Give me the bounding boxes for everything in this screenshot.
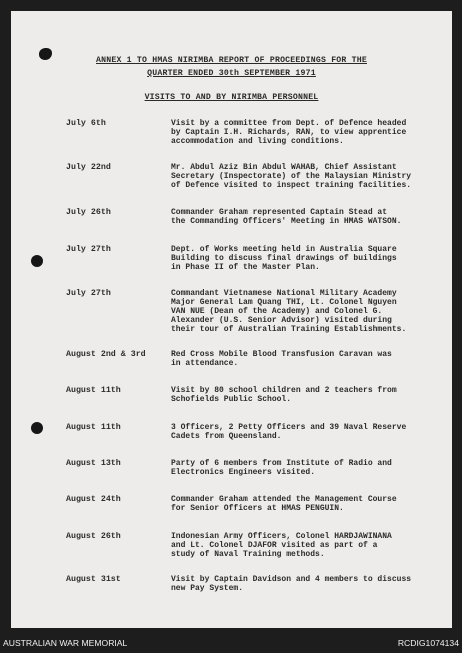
visit-description-line: in attendance. [171, 359, 239, 369]
document-page [11, 11, 452, 628]
visit-date: August 11th [66, 423, 121, 432]
visit-description-line: their tour of Australian Training Establishments. [171, 325, 407, 335]
visit-description [171, 350, 447, 368]
visit-description-line: Alexander (U.S. Senior Advisor) visited during [171, 316, 392, 326]
footer-source: AUSTRALIAN WAR MEMORIAL [3, 638, 128, 648]
visit-date: August 13th [66, 459, 121, 468]
visit-description [171, 289, 447, 334]
visit-date: July 26th [66, 208, 111, 217]
visit-description-line: Cadets from Queensland. [171, 432, 282, 442]
annex-header-line-1: ANNEX 1 TO HMAS NIRIMBA REPORT OF PROCEEDINGS FOR THE [95, 56, 367, 65]
visit-description-line: Visit by a committee from Dept. of Defence headed [171, 119, 407, 128]
visit-description-line: for Senior Officers at HMAS PENGUIN. [171, 504, 344, 514]
visit-description [171, 532, 447, 559]
visit-description-line: Major General Lam Quang THI, Lt. Colonel Nguyen [171, 298, 397, 308]
visit-description-line: by Captain I.H. Richards, RAN, to view apprentice [171, 128, 407, 138]
annex-header-line-2: QUARTER ENDED 30th SEPTEMBER 1971 [147, 69, 316, 78]
visit-description [171, 208, 447, 226]
visit-description-line: Red Cross Mobile Blood Transfusion Caravan was [171, 350, 392, 359]
visit-description [171, 386, 447, 404]
visit-description-line: Building to discuss final drawings of buildings [171, 254, 397, 264]
visit-description [171, 245, 447, 272]
visit-description [171, 495, 447, 513]
visit-description [171, 119, 447, 146]
visit-date: July 6th [66, 119, 106, 128]
visit-description-line: study of Naval Training methods. [171, 550, 325, 560]
visit-description-line: and Lt. Colonel DJAFOR visited as part of a [171, 541, 378, 551]
visit-description-line: Commander Graham represented Captain Stead at [171, 208, 388, 217]
visit-date: August 24th [66, 495, 121, 504]
visit-description-line: 3 Officers, 2 Petty Officers and 39 Naval Reserve [171, 423, 407, 432]
visit-description-line: Visit by Captain Davidson and 4 members to discuss [171, 575, 412, 584]
visit-description-line: Secretary (Inspectorate) of the Malaysian Ministry [171, 172, 412, 182]
visit-description-line: new Pay System. [171, 584, 244, 594]
visit-date: August 31st [66, 575, 121, 584]
visit-description-line: of Defence visited to inspect training facilities. [171, 181, 412, 191]
visit-description [171, 163, 447, 190]
visit-description-line: Dept. of Works meeting held in Australia Square [171, 245, 397, 254]
footer-record-id: RCDIG1074134 [397, 638, 459, 648]
visit-date: July 27th [66, 289, 111, 298]
visit-description-line: the Commanding Officers' Meeting in HMAS WATSON. [171, 217, 402, 227]
visit-description-line: Commander Graham attended the Management Course [171, 495, 397, 504]
visit-date: August 2nd & 3rd [66, 350, 146, 359]
visit-description-line: Indonesian Army Officers, Colonel HARDJAWINANA [171, 532, 392, 541]
visit-date: August 26th [66, 532, 121, 541]
visit-description-line: Schofields Public School. [171, 395, 292, 405]
section-title: VISITS TO AND BY NIRIMBA PERSONNEL [144, 93, 319, 102]
visit-date: July 27th [66, 245, 111, 254]
visit-date: August 11th [66, 386, 121, 395]
visit-description-line: VAN NUE (Dean of the Academy) and Colonel G. [171, 307, 383, 317]
visit-description-line: Visit by 80 school children and 2 teachers from [171, 386, 397, 395]
visit-description-line: Party of 6 members from Institute of Radio and [171, 459, 392, 468]
visit-description-line: Mr. Abdul Aziz Bin Abdul WAHAB, Chief Assistant [171, 163, 397, 172]
visit-description-line: Electronics Engineers visited. [171, 468, 316, 478]
punch-hole [31, 422, 43, 434]
punch-hole [31, 255, 43, 267]
visit-date: July 22nd [66, 163, 111, 172]
visit-description-line: Commandant Vietnamese National Military Academy [171, 289, 397, 298]
visit-description [171, 575, 447, 593]
visit-description-line: accommodation and living conditions. [171, 137, 344, 147]
visit-description-line: in Phase II of the Master Plan. [171, 263, 320, 273]
visit-description [171, 423, 447, 441]
visit-description [171, 459, 447, 477]
